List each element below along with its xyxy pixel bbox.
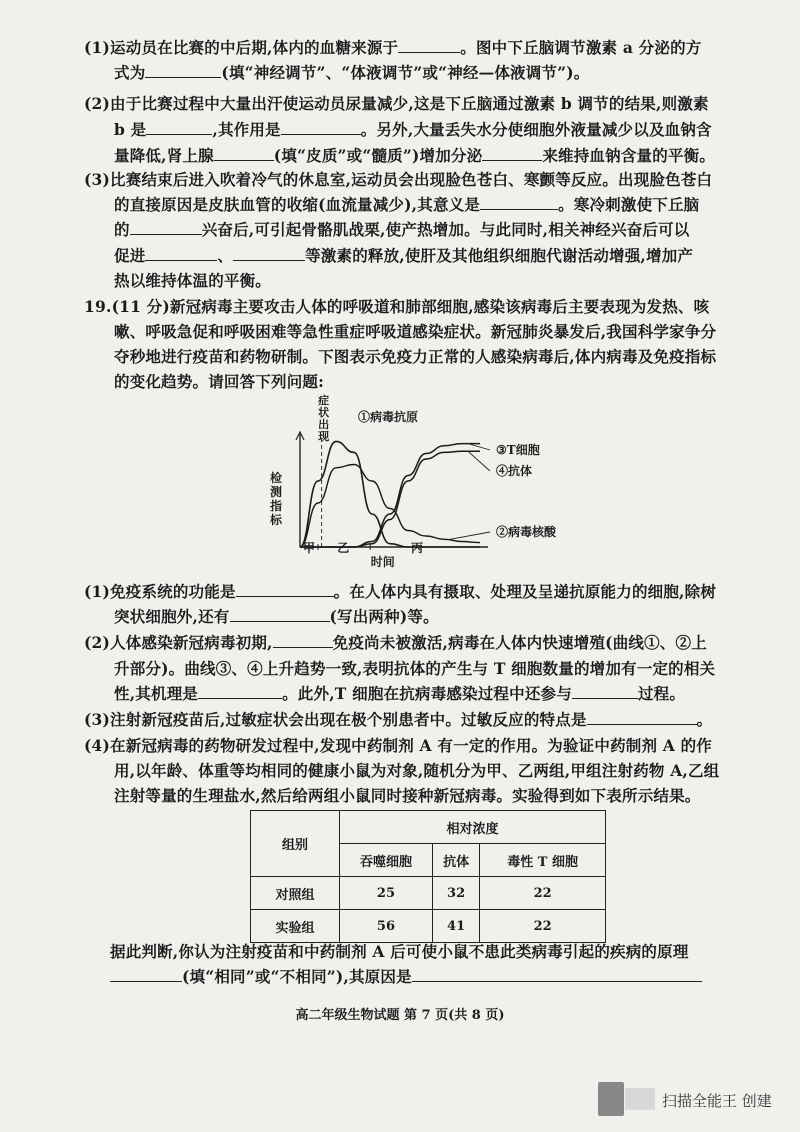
q19-intro-line2: 嗽、呼吸急促和呼吸困难等急性重症呼吸道感染症状。新冠肺炎暴发后,我国科学家争分 xyxy=(114,322,717,341)
q18-p3-line1: (3)比赛结束后进入吹着冷气的休息室,运动员会出现脸色苍白、寒颤等反应。出现脸色苍白 xyxy=(84,170,713,189)
table-cell: 22 xyxy=(480,910,606,943)
q18-p2-line2: b 是 ,其作用是 。另外,大量丢失水分使细胞外液量减少以及血钠含 xyxy=(114,120,712,139)
chart-series xyxy=(300,441,480,547)
answer-blank[interactable] xyxy=(198,684,282,699)
table-cell: 56 xyxy=(340,910,433,943)
table-row-label: 实验组 xyxy=(251,910,340,943)
answer-blank[interactable] xyxy=(482,146,542,161)
series-line-1 xyxy=(300,441,480,547)
answer-blank[interactable] xyxy=(398,38,460,53)
symptom-label-char: 状 xyxy=(318,406,330,419)
table-row-label: 对照组 xyxy=(251,877,340,910)
series-label-1: ①病毒抗原 xyxy=(358,410,419,424)
answer-blank[interactable] xyxy=(145,246,217,261)
table-col-header: 毒性 T 细胞 xyxy=(480,844,606,877)
series-label-3: ③T细胞 xyxy=(496,443,540,457)
series-label-4: ④抗体 xyxy=(496,464,533,478)
q19-s1-line2: 突状细胞外,还有 (写出两种)等。 xyxy=(114,607,439,626)
q19-intro-line1: 19.(11 分)新冠病毒主要攻击人体的呼吸道和肺部细胞,感染该病毒后主要表现为发热、咳 xyxy=(84,297,710,316)
q18-p1-line2: 式为 (填“神经调节”、“体液调节”或“神经—体液调节”)。 xyxy=(114,63,590,82)
answer-blank[interactable] xyxy=(233,246,305,261)
table-cell: 25 xyxy=(340,877,433,910)
table-header-main: 相对浓度 xyxy=(340,811,606,844)
symptom-label-char: 出 xyxy=(318,418,330,431)
answer-blank[interactable] xyxy=(572,684,638,699)
answer-blank[interactable] xyxy=(587,710,697,725)
q19-s4-line4: 据此判断,你认为注射疫苗和中药制剂 A 后可使小鼠不患此类病毒引起的疾病的原理 xyxy=(110,942,689,961)
chart-labels xyxy=(269,394,557,569)
table-row xyxy=(251,910,606,943)
table-col-header: 抗体 xyxy=(432,844,479,877)
y-axis-label-char: 检 xyxy=(269,471,283,485)
q18-p1-line1: (1)运动员在比赛的中后期,体内的血糖来源于 。图中下丘脑调节激素 a 分泌的方 xyxy=(84,38,702,57)
symptom-label-char: 现 xyxy=(318,430,330,443)
watermark-text: 扫描全能王 创建 xyxy=(662,1092,772,1110)
answer-blank[interactable] xyxy=(273,633,333,648)
y-axis-label-char: 测 xyxy=(269,485,283,499)
table-cell: 41 xyxy=(432,910,479,943)
series-line-4 xyxy=(300,451,480,547)
answer-blank[interactable] xyxy=(230,607,330,622)
y-axis-label-char: 指 xyxy=(269,499,283,513)
q19-s4-line3: 注射等量的生理盐水,然后给两组小鼠同时接种新冠病毒。实验得到如下表所示结果。 xyxy=(114,786,701,805)
scanner-watermark xyxy=(598,1082,783,1118)
series-label-2: ②病毒核酸 xyxy=(496,525,557,539)
q18-p3-line3: 的 兴奋后,可引起骨骼肌战栗,使产热增加。与此同时,相关神经兴奋后可以 xyxy=(114,220,690,239)
answer-blank[interactable] xyxy=(130,220,202,235)
q19-s1-line1: (1)免疫系统的功能是 。在人体内具有摄取、处理及呈递抗原能力的细胞,除树 xyxy=(84,582,717,601)
answer-blank[interactable] xyxy=(236,582,334,597)
q19-s2-line2: 升部分)。曲线③、④上升趋势一致,表明抗体的产生与 T 细胞数量的增加有一定的相关 xyxy=(114,659,716,678)
answer-blank[interactable] xyxy=(480,195,558,210)
series-line-2 xyxy=(300,465,480,548)
phase-label-2: 乙 xyxy=(337,541,350,555)
table-col-header: 吞噬细胞 xyxy=(340,844,433,877)
x-axis-label: 时间 xyxy=(370,555,395,569)
table-cell: 32 xyxy=(432,877,479,910)
q19-s3-line1: (3)注射新冠疫苗后,过敏症状会出现在极个别患者中。过敏反应的特点是 。 xyxy=(84,710,713,729)
page-footer: 高二年级生物试题 第 7 页(共 8 页) xyxy=(295,1008,505,1023)
series-leader-2 xyxy=(450,532,490,539)
q19-s2-line3: 性,其机理是 。此外,T 细胞在抗病毒感染过程中还参与 过程。 xyxy=(114,684,686,703)
q18-p2-line3: 量降低,肾上腺 (填“皮质”或“髓质”)增加分泌 来维持血钠含量的平衡。 xyxy=(114,146,716,165)
phase-label-1: 甲 xyxy=(302,541,316,555)
q19-s4-line5: (填“相同”或“不相同”),其原因是 xyxy=(110,967,702,987)
answer-blank[interactable] xyxy=(281,120,361,135)
y-axis-label-char: 标 xyxy=(269,513,283,527)
table-cell: 22 xyxy=(480,877,606,910)
q18-p3-line2: 的直接原因是皮肤血管的收缩(血流量减少),其意义是 。寒冷刺激使下丘脑 xyxy=(114,195,700,214)
q19-s4-line2: 用,以年龄、体重等均相同的健康小鼠为对象,随机分为甲、乙两组,甲组注射药物 A,乙组 xyxy=(114,761,720,780)
answer-blank[interactable] xyxy=(146,120,212,135)
scanner-badge-icon xyxy=(625,1088,655,1110)
q18-p2-line1: (2)由于比赛过程中大量出汗使运动员尿量减少,这是下丘脑通过激素 b 调节的结果,则激素 xyxy=(84,94,709,113)
q19-intro-line4: 的变化趋势。请回答下列问题: xyxy=(114,372,325,391)
results-table xyxy=(250,810,606,943)
q19-s2-line1: (2)人体感染新冠病毒初期, 免疫尚未被激活,病毒在人体内快速增殖(曲线①、②上 xyxy=(84,633,707,652)
phase-label-3: 丙 xyxy=(410,541,424,555)
answer-blank[interactable] xyxy=(110,967,182,982)
answer-blank[interactable] xyxy=(412,967,702,982)
symptom-label-char: 症 xyxy=(318,394,330,407)
q18-p3-line5: 热以维持体温的平衡。 xyxy=(114,271,272,290)
table-row xyxy=(251,877,606,910)
immune-response-chart xyxy=(262,394,572,574)
q19-intro-line3: 夺秒地进行疫苗和药物研制。下图表示免疫力正常的人感染病毒后,体内病毒及免疫指标 xyxy=(114,347,717,366)
answer-blank[interactable] xyxy=(145,63,221,78)
series-leader-3 xyxy=(468,444,490,450)
table-header-group: 组别 xyxy=(251,811,340,877)
scanner-logo-icon xyxy=(598,1082,624,1116)
q18-p3-line4: 促进 、 等激素的释放,使肝及其他组织细胞代谢活动增强,增加产 xyxy=(114,246,694,265)
answer-blank[interactable] xyxy=(214,146,274,161)
series-leader-4 xyxy=(468,451,490,471)
q19-s4-line1: (4)在新冠病毒的药物研发过程中,发现中药制剂 A 有一定的作用。为验证中药制剂 A 的作 xyxy=(84,736,712,755)
